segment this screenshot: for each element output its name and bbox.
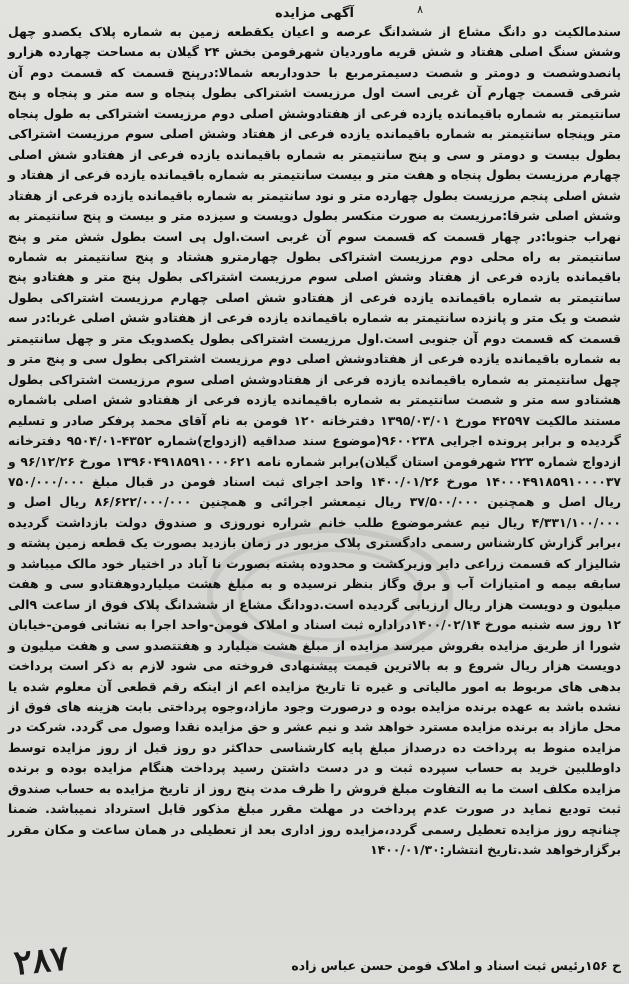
signature-line: ح ۱۵۶رئیس ثبت اسناد و املاک فومن حسن عباس زاده — [291, 958, 621, 973]
notice-paragraph: سندمالکیت دو دانگ مشاع از ششدانگ عرصه و اعیان یکقطعه زمین به شماره پلاک یکصدو چهل وشش سنگ اصلی هفتاد و شش قریه ماوردیان شهرفومن بخش ۲۴ گیلان به مساحت چهارده هزارو پانصدوشصت و دومتر و شصت دسیمترمربع با حدوداربعه شمالا:درپنج قسمت که قسمت دوم آن شرقی قسمت چهارم آن غربی است اول مرزیست اشتراکی بطول پنجاه و سه متر و پنجاه و پنج سانتیمتر به شماره باقیمانده یازده فرعی از هفتادوشش اصلی دوم مرزیست اشتراکی به طول پنجاه متر وپنجاه سانتیمتر به شماره باقیمانده یازده فرعی از هفتاد وشش اصلی سوم مرزیست اشتراکی بطول بیست و دومتر و سی و پنج سانتیمتر به شماره باقیمانده یازده فرعی از هفتادو شش اصلی چهارم مرزیست بطول پنجاه و هفت متر و بیست سانتیمتر به شماره باقیمانده یازده فرعی از هفتاد و شش اصلی پنجم مرزیست بطول چهارده متر و نود سانتیمتر به شماره باقیمانده یازده فرعی از هفتاد وشش اصلی شرقا:مرزیست به صورت منکسر بطول دویست و سیزده متر و بیست و پنج سانتیمتر به نهراب جنوبا:در چهار قسمت که قسمت سوم آن غربی است.اول پی است بطول شش متر و پنج سانتیمتر به راه محلی دوم مرزیست اشتراکی بطول چهارمترو هشتاد و پنج سانتیمتر به شماره باقیمانده یازده فرعی از هفتاد وشش اصلی سوم مرزیست اشتراکی بطول پنج متر و هفتادو پنج سانتیمتر به شماره باقیمانده یازده فرعی از هفتادو شش اصلی چهارم مرزیست اشتراکی بطول شصت و یک متر و پانزده سانتیمتر به شماره باقیمانده یازده فرعی از هفتادو شش اصلی غربا:در سه قسمت که قسمت دوم آن جنوبی است.اول مرزیست اشتراکی بطول یکصدویک متر و چهل سانتیمتر به شماره باقیمانده یازده فرعی از هفتادوشش اصلی دوم مرزیست اشتراکی بطول سی و پنج متر و چهل سانتیمتر به شماره باقیمانده یازده فرعی از هفتادوشش اصلی سوم مرزیست اشتراکی بطول هشتادو سه متر و شصت سانتیمتر به شماره باقیمانده یازده فرعی از هفتادو شش اصلی باشماره مستند مالکیت ۴۲۵۹۷ مورخ ۱۳۹۵/۰۳/۰۱ دفترخانه ۱۲۰ فومن به نام آقای محمد پرفکر صادر و تسلیم گردیده و برابر پرونده اجرایی ۹۶۰۰۲۳۸(موضوع سند صداقیه (ازدواج)شماره ۴۳۵۲-۹۵۰۴/۰۱ دفترخانه ازدواج شماره ۲۲۳ شهرفومن استان گیلان)برابر شماره نامه ۱۳۹۶۰۴۹۱۸۵۹۱۰۰۰۶۲۱ مورخ ۹۶/۱۲/۲۶ و ۱۴۰۰۰۴۹۱۸۵۹۱۰۰۰۰۳۷ مورخ ۱۴۰۰/۰۱/۲۶ واحد اجرای ثبت اسناد فومن در قبال مبلغ ۷۵۰/۰۰۰/۰۰۰ ریال اصل و همچنین ۳۷/۵۰۰/۰۰۰ ریال نیمعشر اجرائی و همچنین ۸۶/۶۲۲/۰۰۰/۰۰۰ ریال اصل و ۴/۳۳۱/۱۰۰/۰۰۰ ریال نیم عشرموضوع طلب خانم شراره نوروزی و صندوق دولت بازداشت گردیده ،برابر گزارش کارشناس رسمی دادگستری پلاک مزبور در زمان بازدید بصورت یک قطعه زمین پشته و شالیزار که قسمت زراعی دایر وزیرکشت و محدوده پشته بصورت نا آباد در اختیار خود مالک میباشد و سابقه بیمه و امتیازات آب و برق وگاز بنظر نرسیده و به مبلغ هشت میلیاردوهفتادو سی و هفت میلیون و دویست هزار ریال ارزیابی گردیده است.دودانگ مشاع از ششدانگ پلاک فوق از ساعت ۹الی ۱۲ روز سه شنبه مورخ ۱۴۰۰/۰۲/۱۴دراداره ثبت اسناد و املاک فومن-واحد اجرا به نشانی فومن-خیابان شورا از طریق مزایده بفروش میرسد مزایده از مبلغ هشت میلیارد و هفتتصدو سی و هفت میلیون و دویست هزار ریال شروع و به بالاترین قیمت پیشنهادی فروخته می شود لازم به ذکر است پرداخت بدهی های مربوط به امور مالیاتی و غیره تا تاریخ مزایده اعم از اینکه رقم قطعی آن معلوم شده یا نشده باشد به عهده برنده مزایده بوده و درصورت وجود مازاد،وجوه پرداختی بابت هزینه های فوق از محل مازاد به برنده مزایده مسترد خواهد شد و نیم عشر و حق مزایده نقدا وصول می گردد. شرکت در مزایده منوط به پرداخت ده درصداز مبلغ پایه کارشناسی حداکثر دو روز قبل از روز مزایده توسط داوطلبین خرید به حساب سپرده ثبت و در دست داشتن رسید پرداخت هنگام مزایده بوده و برنده مزایده مکلف است ما به التفاوت مبلغ فروش را ظرف مدت پنج روز از تاریخ مزایده به حساب صندوق ثبت تودیع نماید در صورت عدم پرداخت در مهلت مقرر مبلغ مذکور قابل استرداد نمیباشد. ضمنا چنانچه روز مزایده تعطیل رسمی گردد،مزایده روز اداری بعد از تعطیلی در همان ساعت و مکان مقرر برگزارخواهد شد.تاریخ انتشار:۱۴۰۰/۰۱/۳۰ — [8, 24, 622, 858]
handwritten-number: ۲۸۷ — [12, 938, 71, 984]
notice-body — [6, 22, 623, 861]
header — [6, 2, 623, 22]
footer — [8, 938, 621, 984]
page-number: ۸ — [417, 3, 423, 16]
page-title: آگهی مزایده — [275, 6, 354, 21]
